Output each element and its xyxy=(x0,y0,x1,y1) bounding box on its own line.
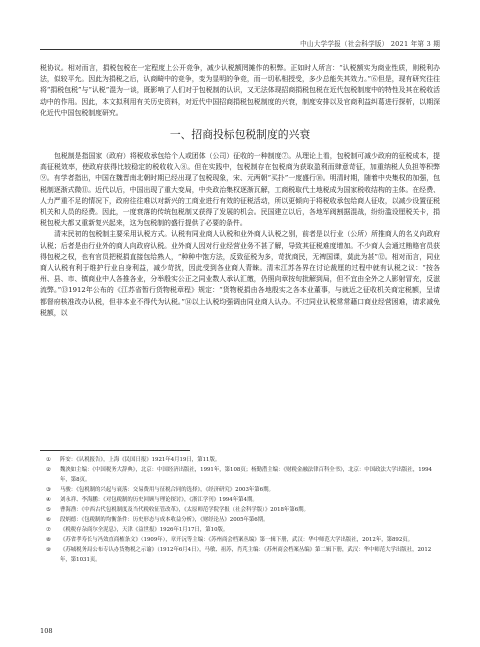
footnote xyxy=(40,465,440,485)
footnote-number: ⑥ xyxy=(46,517,51,523)
footnote-text: 阵安：《认税报告》，上海《民国日报》1921年4月19日，第11版。 xyxy=(60,457,221,463)
footnote xyxy=(40,535,440,545)
section-title: 一、招商投标包税制度的兴衰 xyxy=(169,128,311,142)
page-number: 108 xyxy=(40,627,53,635)
footnote-text: 曹海渔：《中西古代包税制度及当代税收征管改革》，《太原师范学院学报（社会科学版）》2018年第6期。 xyxy=(60,507,309,513)
footnote xyxy=(40,495,440,505)
footnote-number: ④ xyxy=(46,497,51,503)
running-header: 中山大学学报（社会科学版） 2021 年第 3 期 xyxy=(300,40,440,48)
paragraph: 包税制是指国家（政府）将税收承包给个人或团体（公司）征收的一种制度⑦。从理论上看，包税制可减少政府的征税成本，提高征税效率，使政府获得比较稳定的税收收入⑧。但在实践中，包税制存在包税商为获取盈利而肆意苛征，加重纳税人负担等积弊⑨。有学者指出，中国在魏晋南北朝时期已经出现了包税现象，宋、元两朝“买扑”一度盛行⑩。明清时期，随着中央集权的加强，包税制逐渐式微⑪。近代以后，中国出现了重大变局，中央政治集权逐渐瓦解，工商税取代土地税成为国家税收结构的主体。在经费、人力严重不足的情况下，政府往往难以对新兴的工商业进行有效的征税活动，所以更倾向于将税收承包给商人征收，以减少设置征税机关和人员的经费。因此，一度衰落的传统包税制又获得了发展的机会。民国建立以后，各地军阀割据混战，纷纷滥设厘税关卡，捐税包税大都又重新复兴起来，这为包税制的盛行提供了必要的条件。 xyxy=(40,152,440,228)
footnote xyxy=(40,515,440,525)
footnote-number: ③ xyxy=(46,487,51,493)
footnote xyxy=(40,545,440,565)
paragraph: 税协议。相对而言，捐税包税在一定程度上公开竞争，减少认税额罔摊作的积弊。正如时人所言：“认税额实为商业性质，则税利办法，似较平允。因此为捐税之后，认商畸中的竞争，变为显明的争竞，而一切私相授受，多少总能失其效力。”⑥但是，现有研究往往将“捐税包税”与“认税”混为一谈，既影响了人们对于包税制的认识，又无法体现招商捐税包税在近代包税制度中的特性及其在税收活动中的作用。因此，本文拟利用有关历史资料，对近代中国招商捐税包税制度的兴衰，制度安排以及官商利益纠葛进行探析，以期深化近代中国包税制度研究。 xyxy=(40,64,440,117)
footnote-number: ⑤ xyxy=(46,507,51,513)
footnote-text: 刘永祥、李海鹏：《对包税制的历史回顾与理论探讨》，《浙江学刊》1994年第4期。 xyxy=(60,497,258,503)
footnotes xyxy=(40,455,440,565)
footnote-text: 《税税存杂商尔全泥息》，天津《益世报》1926年1月17日，第10版。 xyxy=(60,527,229,533)
footnote-number: ② xyxy=(46,467,51,473)
header-rule xyxy=(40,49,440,50)
paragraph: 清末民初的包税制主要采用认税方式。认税有同业商人认税和业外商人认税之别，前者是以行业（公所）所推商人的名义向政府认税；后者是由行业外的商人向政府认税。业外商人因对行业经营业务不甚了解，导致其征税难度增加。不少商人会通过贿赂官员获得包税之权，也有官员把税捐直接包给熟人，“种种中饱方法，反致征税为多，苛扰商民，无裨国课，莫此为甚”⑫。相对而言，同业商人认税有利于维护行业自身利益，减少苛扰，因此受到各业商人青睐。清末江苏各界在讨论裁厘的过程中就有认税之议：“按各州、县、市、镇商业中人各推各业，分举殷实公正之同业数人承认汇缴，仍照向章按旬批解到局，但不宜由全外之人影射冒充，反滋流弊。”⑬1912年公布的《江苏省暂行货物税章程》规定：“货物税捐由各地殷实之各本业董事，与就近之征收机关商定税额，呈请都督府核准改办认税，但非本业不得代为认税。”⑭以上认税均强调由同业商人认办。不过同业认税常常藉口商业经营困难，请求减免税额，以 xyxy=(40,230,440,317)
body-text xyxy=(40,63,440,319)
footnote-text: 《苏城税务局公布专认办货物税之示谕》（1912年6月4日），马敏、祖苏，肖芃主编：《苏州商会档案丛编》第二辑下册，武汉：华中师范大学出版社，2012年，第1031页。 xyxy=(60,547,432,563)
footnote-text: 马骏：《包税制的兴起与衰落：交易费用与征税合同的选择》，《经济研究》2003年第6期。 xyxy=(60,487,274,493)
footnote-rule xyxy=(40,450,190,451)
footnote-text: 魏泱如主编：《中国税务大辞典》，北京：中国经济出版社，1991年，第108页；杨勤潜主编：《财税金融法律百科全书》，北京：中国政法大学出版社，1994年，第8页。 xyxy=(60,467,432,483)
footnote xyxy=(40,525,440,535)
footnote-number: ⑨ xyxy=(46,547,51,553)
footnote xyxy=(40,485,440,495)
footnote-number: ⑦ xyxy=(46,527,51,533)
footnote-text: 《苏省孝寿长与冯效直商榷条文》（1909年），章开沅等主编：《苏州商会档案丛编》第一辑下册，武汉：华中师范大学出版社，2012年，第892页。 xyxy=(60,537,414,543)
footnote xyxy=(40,455,440,465)
footnote-text: 段炳德：《包税制的均衡条件：历史形态与成本收益分析》，《财经论丛》2005年第6期。 xyxy=(60,517,269,523)
footnote-number: ① xyxy=(46,457,51,463)
footnote-number: ⑧ xyxy=(46,537,51,543)
footnote xyxy=(40,505,440,515)
